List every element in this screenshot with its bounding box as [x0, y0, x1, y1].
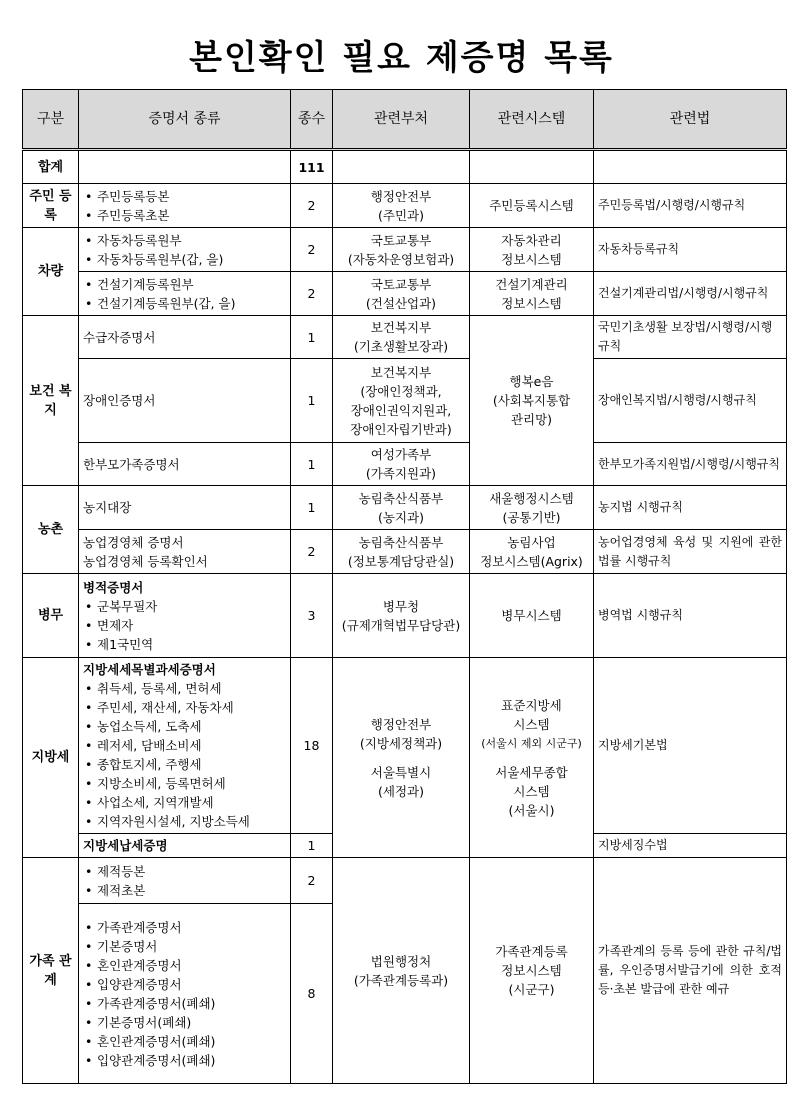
- table-row: [23, 858, 787, 904]
- system-name: (서울시 제외 시군구): [481, 736, 582, 750]
- list-item: • 제적등본: [83, 862, 286, 881]
- category-label: 병무: [23, 574, 79, 658]
- table-row: [23, 316, 787, 359]
- list-item: • 주민세, 재산세, 자동차세: [83, 698, 286, 717]
- ministry-name: 농림축산식품부: [358, 490, 444, 506]
- system-name: 건설기계관리: [495, 276, 568, 292]
- ministry-name: 여성가족부: [370, 447, 432, 462]
- list-item: • 자동차등록원부: [83, 231, 286, 250]
- law-cell: 지방세기본법: [594, 658, 787, 834]
- count-cell: 2: [291, 272, 333, 316]
- count-cell: 1: [291, 316, 333, 359]
- list-item: • 혼인관계증명서(폐쇄): [83, 1032, 286, 1051]
- count-cell: 1: [291, 359, 333, 443]
- table-row: [23, 228, 787, 272]
- table-row: [23, 184, 787, 228]
- ministry-dept: (기초생활보장과): [353, 339, 449, 354]
- cert-name: 농업경영체 증명서: [83, 534, 184, 550]
- count-cell: 1: [291, 834, 333, 858]
- ministry-name: 서울특별시: [370, 764, 432, 780]
- category-label: 차량: [23, 228, 79, 316]
- law-cell: 장애인복지법/시행령/시행규칙: [594, 359, 787, 443]
- cert-name: 농업경영체 등록확인서: [83, 553, 208, 569]
- law-cell: 가족관계의 등록 등에 관한 규칙/법률, 우인증명서발급기에 의한 호적 등·초본 발급에 관한 예규: [594, 858, 787, 1084]
- ministry-name: 법원행정처: [370, 953, 432, 969]
- cert-name: 수급자증명서: [79, 316, 291, 359]
- ministry-dept: (지방세정책과): [359, 735, 443, 751]
- table-row: [23, 486, 787, 530]
- ministry-name: 농림축산식품부: [358, 534, 444, 550]
- ministry-dept: 장애인권익지원과,: [350, 402, 452, 418]
- system-name: 농림사업: [507, 534, 556, 550]
- count-cell: 1: [291, 486, 333, 530]
- ministry-name: 국토교통부: [370, 276, 432, 292]
- table-row: [23, 530, 787, 574]
- system-name: 시스템: [513, 783, 550, 799]
- law-cell: 건설기계관리법/시행령/시행규칙: [594, 272, 787, 316]
- system-name: 새울행정시스템: [489, 490, 574, 506]
- header-gubun: 구분: [23, 90, 79, 150]
- list-item: • 자동차등록원부(갑, 을): [83, 250, 286, 269]
- system-name: (공통기반): [502, 509, 561, 525]
- table-row: [23, 658, 787, 834]
- ministry-dept: (농지과): [378, 509, 424, 525]
- ministry-dept: (정보통계담당관실): [347, 553, 455, 569]
- list-item: • 면제자: [83, 616, 286, 635]
- list-item: • 입양관계증명서(폐쇄): [83, 1051, 286, 1070]
- total-count: 111: [291, 150, 333, 184]
- list-item: • 혼인관계증명서: [83, 956, 286, 975]
- system-name: 관리망): [510, 412, 553, 427]
- ministry-name: 국토교통부: [370, 232, 432, 248]
- count-cell: 2: [291, 858, 333, 904]
- ministry-name: 행정안전부: [370, 188, 432, 204]
- table-row: [23, 359, 787, 443]
- ministry-name: 보건복지부: [370, 320, 432, 335]
- ministry-dept: (가족지원과): [365, 466, 437, 481]
- law-cell: 주민등록법/시행령/시행규칙: [594, 184, 787, 228]
- list-item: • 농업소득세, 도축세: [83, 717, 286, 736]
- header-ministry: 관련부처: [333, 90, 470, 150]
- header-law: 관련법: [594, 90, 787, 150]
- system-name: 표준지방세: [501, 697, 562, 713]
- ministry-name: 보건복지부: [370, 364, 432, 380]
- ministry-dept: (장애인정책과,: [360, 383, 442, 399]
- cert-heading: 병적증명서: [83, 579, 144, 595]
- cert-name: 지방세납세증명: [79, 834, 291, 858]
- system-name: 행복e음: [509, 374, 554, 389]
- header-system: 관련시스템: [470, 90, 594, 150]
- system-name: 정보시스템: [501, 963, 562, 978]
- ministry-dept: (건설산업과): [365, 295, 437, 311]
- system-name: (시군구): [508, 982, 555, 997]
- list-item: • 가족관계증명서(폐쇄): [83, 994, 286, 1013]
- law-cell: 자동차등록규칙: [594, 228, 787, 272]
- law-cell: 국민기초생활 보장법/시행령/시행규칙: [594, 316, 787, 359]
- list-item: • 기본증명서: [83, 937, 286, 956]
- list-item: • 사업소세, 지역개발세: [83, 793, 286, 812]
- header-count: 종수: [291, 90, 333, 150]
- category-label: 지방세: [23, 658, 79, 858]
- cert-heading: 지방세세목별과세증명서: [83, 662, 216, 677]
- cert-name: 장애인증명서: [79, 359, 291, 443]
- list-item: • 종합토지세, 주행세: [83, 755, 286, 774]
- page-title: 본인확인 필요 제증명 목록: [189, 38, 614, 78]
- total-label: 합계: [23, 150, 79, 184]
- system-name: (서울시): [508, 802, 555, 818]
- list-item: • 제적초본: [83, 881, 286, 900]
- ministry-dept: (가족관계등록과): [353, 972, 449, 988]
- table-row: [23, 272, 787, 316]
- total-row: [23, 150, 787, 184]
- system-name: 자동차관리: [501, 232, 562, 248]
- ministry-dept: (주민과): [378, 207, 424, 223]
- law-cell: 지방세징수법: [594, 834, 787, 858]
- law-cell: 한부모가족지원법/시행령/시행규칙: [594, 443, 787, 486]
- ministry-dept: (자동차운영보험과): [347, 251, 455, 267]
- table-row: [23, 443, 787, 486]
- category-label: 주민 등록: [23, 184, 79, 228]
- list-item: • 주민등록등본: [83, 187, 286, 206]
- cert-name: 농지대장: [79, 486, 291, 530]
- ministry-dept: (규제개혁법무담당관): [341, 617, 461, 633]
- table-row: [23, 574, 787, 658]
- count-cell: 2: [291, 530, 333, 574]
- count-cell: 3: [291, 574, 333, 658]
- count-cell: 2: [291, 184, 333, 228]
- system-cell: 주민등록시스템: [470, 184, 594, 228]
- ministry-name: 행정안전부: [370, 716, 432, 732]
- system-cell: 병무시스템: [470, 574, 594, 658]
- count-cell: 1: [291, 443, 333, 486]
- list-item: • 취득세, 등록세, 면허세: [83, 679, 286, 698]
- law-cell: 농지법 시행규칙: [594, 486, 787, 530]
- list-item: • 기본증명서(폐쇄): [83, 1013, 286, 1032]
- certificate-table: [22, 89, 787, 1084]
- category-label: 보건 복지: [23, 316, 79, 486]
- table-header-row: [23, 90, 787, 150]
- count-cell: 8: [291, 904, 333, 1084]
- count-cell: 18: [291, 658, 333, 834]
- list-item: • 지방소비세, 등록면허세: [83, 774, 286, 793]
- law-cell: 병역법 시행규칙: [594, 574, 787, 658]
- cert-name: 한부모가족증명서: [79, 443, 291, 486]
- system-name: 정보시스템(Agrix): [480, 553, 583, 569]
- ministry-dept: 장애인자립기반과): [350, 421, 452, 437]
- list-item: • 제1국민역: [83, 635, 286, 654]
- list-item: • 가족관계증명서: [83, 918, 286, 937]
- list-item: • 건설기계등록원부(갑, 을): [83, 294, 286, 313]
- system-name: 시스템: [513, 716, 550, 732]
- category-label: 가족 관계: [23, 858, 79, 1084]
- system-name: (사회복지통합: [492, 393, 571, 408]
- list-item: • 건설기계등록원부: [83, 275, 286, 294]
- list-item: • 주민등록초본: [83, 206, 286, 225]
- list-item: • 입양관계증명서: [83, 975, 286, 994]
- ministry-name: 병무청: [382, 598, 420, 614]
- system-name: 정보시스템: [501, 251, 562, 267]
- category-label: 농촌: [23, 486, 79, 574]
- ministry-dept: (세정과): [378, 783, 424, 799]
- system-name: 서울세무종합: [495, 764, 568, 780]
- count-cell: 2: [291, 228, 333, 272]
- system-name: 정보시스템: [501, 295, 562, 311]
- list-item: • 군복무필자: [83, 597, 286, 616]
- system-name: 가족관계등록: [495, 944, 568, 959]
- list-item: • 레저세, 담배소비세: [83, 736, 286, 755]
- list-item: • 지역자원시설세, 지방소득세: [83, 812, 286, 831]
- law-cell: 농어업경영체 육성 및 지원에 관한 법률 시행규칙: [594, 530, 787, 574]
- header-cert-type: 증명서 종류: [79, 90, 291, 150]
